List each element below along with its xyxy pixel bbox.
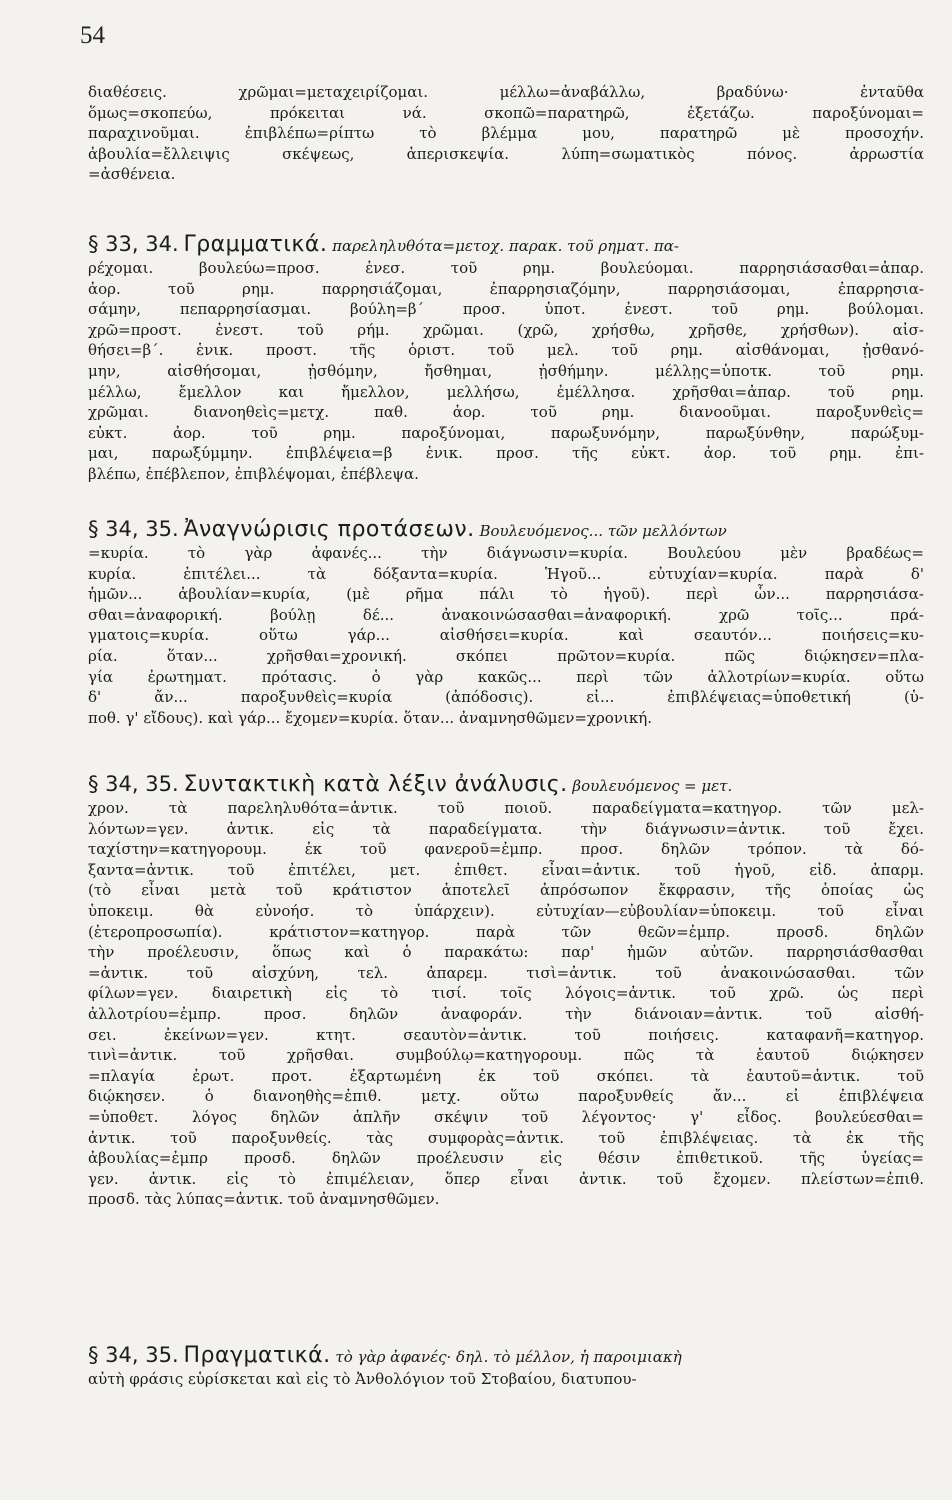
text-line: ἀντικ. τοῦ παροξυνθείς. τὰς συμφορὰς=ἀντικ. τοῦ ἐπιβλέψειας. τὰ ἐκ τῆς — [88, 1128, 924, 1147]
text-line: τὴν προέλευσιν, ὅπως καὶ ὁ παρακάτω: παρ' ἡμῶν αὐτῶν. παρρησιάσθασθαι — [88, 943, 924, 962]
section-title: Συντακτικὴ κατὰ λέξιν ἀνάλυσις. — [183, 772, 568, 797]
text-line: προσδ. τὰς λύπας=ἀντικ. τοῦ ἀναμνησθῶμεν. — [88, 1190, 440, 1209]
text-line: σθαι=ἀναφορική. βούλῃ δέ... ἀνακοινώσασθαι=ἀναφορική. χρῶ τοῖς... πρά- — [88, 605, 924, 624]
section-number: § 33, 34. — [88, 232, 179, 256]
text-line: =ἀσθένεια. — [88, 165, 176, 184]
text-line: τινὶ=ἀντικ. τοῦ χρῆσθαι. συμβούλῳ=κατηγορουμ. πῶς τὰ ἑαυτοῦ διῴκησεν — [88, 1046, 924, 1065]
section-title: Ἀναγνώρισις προτάσεων. — [183, 517, 475, 542]
text-line: ποθ. γ' εἴδους). καὶ γάρ... ἔχομεν=κυρία. ὅταν... ἀναμνησθῶμεν=χρονική. — [88, 708, 652, 727]
text-line: ἀβουλίας=ἐμπρ προσδ. δηλῶν προέλευσιν εἰς θέσιν ἐπιθετικοῦ. τῆς ὑγείας= — [88, 1149, 924, 1168]
text-line: χρῶμαι. διανοηθεὶς=μετχ. παθ. ἀορ. τοῦ ρημ. διανοοῦμαι. παροξυνθεὶς= — [88, 403, 924, 422]
text-line: =ἀντικ. τοῦ αἰσχύνη, τελ. ἀπαρεμ. τισὶ=ἀντικ. τοῦ ἀνακοινώσασθαι. τῶν — [88, 963, 924, 982]
text-line: διῴκησεν. ὁ διανοηθὴς=ἐπιθ. μετχ. οὕτω παροξυνθείς ἄν... εἰ ἐπιβλέψεια — [88, 1087, 924, 1106]
text-line: =ὑποθετ. λόγος δηλῶν ἁπλῆν σκέψιν τοῦ λέγοντος· γ' εἶδος. βουλεύεσθαι= — [88, 1107, 924, 1126]
text-line: παραχινοῦμαι. ἐπιβλέπω=ρίπτω τὸ βλέμμα μου, παρατηρῶ μὲ προσοχήν. — [88, 124, 924, 143]
text-line: μην, αἰσθήσομαι, ᾐσθόμην, ἤσθημαι, ᾐσθήμην. μέλλῃς=ὑποτκ. τοῦ ρημ. — [88, 361, 924, 380]
text-line: ρέχομαι. βουλεύω=προσ. ἐνεσ. τοῦ ρημ. βουλεύομαι. παρρησιάσασθαι=ἀπαρ. — [88, 259, 924, 277]
section-number: § 34, 35. — [88, 772, 179, 796]
text-line: λόντων=γεν. ἀντικ. εἰς τὰ παραδείγματα. τὴν διάγνωσιν=ἀντικ. τοῦ ἔχει. — [88, 819, 924, 838]
intro-paragraph — [88, 82, 924, 185]
text-line: ὑποκειμ. θὰ εὐνοήσ. τὸ ὑπάρχειν). εὐτυχίαν—εὐβουλίαν=ὑποκειμ. τοῦ εἶναι — [88, 901, 924, 920]
text-line: διαθέσεις. χρῶμαι=μεταχειρίζομαι. μέλλω=ἀναβάλλω, βραδύνω· ἐνταῦθα — [88, 83, 924, 101]
text-line: ἡμῶν... ἀβουλίαν=κυρία, (μὲ ρῆμα πάλι τὸ ἡγοῦ). περὶ ὧν... παρρησιάσα- — [88, 585, 924, 604]
section-first-line: βουλευόμενος = μετ. — [572, 777, 733, 795]
section-grammar-body — [88, 258, 924, 485]
text-line: ταχίστην=κατηγορουμ. ἐκ τοῦ φανεροῦ=ἐμπρ. προσ. δηλῶν τρόπον. τὰ δό- — [88, 840, 924, 859]
page-number: 54 — [80, 22, 105, 49]
section-realia-heading — [88, 1343, 924, 1369]
text-line: (τὸ εἶναι μετὰ τοῦ κράτιστον ἀποτελεῖ ἀπρόσωπον ἔκφρασιν, τῆς ὁποίας ὡς — [88, 881, 924, 900]
text-line: γεν. ἀντικ. εἰς τὸ ἐπιμέλειαν, ὅπερ εἶναι ἀντικ. τοῦ ἔχομεν. πλείστων=ἐπιθ. — [88, 1169, 924, 1188]
text-line: μέλλω, ἔμελλον και ἤμελλον, μελλήσω, ἐμέλλησα. χρῆσθαι=ἀπαρ. τοῦ ρημ. — [88, 382, 924, 401]
text-line: φίλων=γεν. διαιρετικὴ εἰς τὸ τισί. τοῖς λόγοις=ἀντικ. τοῦ χρῶ. ὡς περὶ — [88, 984, 924, 1003]
text-line: σει. ἐκείνων=γεν. κτητ. σεαυτὸν=ἀντικ. τοῦ ποιήσεις. καταφανῆ=κατηγορ. — [88, 1025, 924, 1044]
text-line: ὅμως=σκοπεύω, πρόκειται νά. σκοπῶ=παρατηρῶ, ἐξετάζω. παροξύνομαι= — [88, 103, 924, 122]
section-first-line: Βουλευόμενος... τῶν μελλόντων — [479, 522, 727, 540]
text-line: ἀβουλία=ἔλλειψις σκέψεως, ἀπερισκεψία. λύπη=σωματικὸς πόνος. ἀρρωστία — [88, 144, 924, 163]
text-line: (ἑτεροπροσωπία). κράτιστον=κατηγορ. παρὰ τῶν θεῶν=ἐμπρ. προσδ. δηλῶν — [88, 922, 924, 941]
text-line: =πλαγία ἐρωτ. προτ. ἐξαρτωμένη ἐκ τοῦ σκόπει. τὰ ἑαυτοῦ=ἀντικ. τοῦ — [88, 1066, 924, 1085]
text-line: ρία. ὅταν... χρῆσθαι=χρονική. σκόπει πρῶτον=κυρία. πῶς διῴκησεν=πλα- — [88, 646, 924, 665]
section-grammar-heading — [88, 232, 924, 258]
text-line: =κυρία. τὸ γὰρ ἀφανές... τὴν διάγνωσιν=κυρία. Βουλεύου μὲν βραδέως= — [88, 544, 924, 562]
text-line: χρῶ=προστ. ἐνεστ. τοῦ ρήμ. χρῶμαι. (χρῶ, χρήσθω, χρῆσθε, χρήσθων). αἰσ- — [88, 320, 924, 339]
text-line: βλέπω, ἐπέβλεπον, ἐπιβλέψομαι, ἐπέβλεψα. — [88, 464, 419, 483]
text-line: γματοις=κυρία. οὕτω γάρ... αἰσθήσει=κυρία. καὶ σεαυτόν... ποιήσεις=κυ- — [88, 626, 924, 645]
text-line: αὐτὴ φράσις εὑρίσκεται καὶ εἰς τὸ Ἀνθολόγιον τοῦ Στοβαίου, διατυπου- — [88, 1370, 637, 1388]
section-syntax-body — [88, 798, 924, 1210]
section-recognition-heading — [88, 517, 924, 543]
text-line: χρον. τὰ παρεληλυθότα=ἀντικ. τοῦ ποιοῦ. παραδείγματα=κατηγορ. τῶν μελ- — [88, 799, 924, 817]
text-line: δ' ἄν... παροξυνθεὶς=κυρία (ἀπόδοσις). εἰ... ἐπιβλέψειας=ὑποθετική (ὑ- — [88, 688, 924, 707]
section-syntax-heading — [88, 772, 924, 798]
text-line: κυρία. ἐπιτέλει... τὰ δόξαντα=κυρία. Ἡγοῦ... εὐτυχίαν=κυρία. παρὰ δ' — [88, 564, 924, 583]
text-line: γία ἐρωτηματ. πρότασις. ὁ γὰρ κακῶς... περὶ τῶν ἀλλοτρίων=κυρία. οὕτω — [88, 667, 924, 686]
text-line: ἀλλοτρίου=ἐμπρ. προσ. δηλῶν ἀναφοράν. τὴν διάνοιαν=ἀντικ. τοῦ αἰσθή- — [88, 1004, 924, 1023]
section-number: § 34, 35. — [88, 517, 179, 541]
text-line: εὐκτ. ἀορ. τοῦ ρημ. παροξύνομαι, παρωξυνόμην, παρωξύνθην, παρώξυμ- — [88, 423, 924, 442]
section-recognition-body — [88, 543, 924, 728]
text-line: θήσει=β΄. ἑνικ. προστ. τῆς ὁριστ. τοῦ μελ. τοῦ ρημ. αἰσθάνομαι, ᾐσθανό- — [88, 341, 924, 360]
section-number: § 34, 35. — [88, 1343, 179, 1367]
text-line: ξαντα=ἀντικ. τοῦ ἐπιτέλει, μετ. ἐπιθετ. εἶναι=ἀντικ. τοῦ ἡγοῦ, εἰδ. ἀπαρμ. — [88, 860, 924, 879]
section-first-line: παρεληλυθότα=μετοχ. παρακ. τοῦ ρηματ. πα- — [332, 237, 679, 255]
text-line: σάμην, πεπαρρησίασμαι. βούλη=β΄ προσ. ὑποτ. ἐνεστ. τοῦ ρημ. βούλομαι. — [88, 300, 924, 319]
section-title: Πραγματικά. — [183, 1343, 331, 1368]
section-realia-body — [88, 1369, 924, 1390]
text-line: μαι, παρωξύμμην. ἐπιβλέψεια=β ἑνικ. προσ. τῆς εὐκτ. ἀορ. τοῦ ρημ. ἐπι- — [88, 444, 924, 463]
section-first-line: τὸ γὰρ ἀφανές· δηλ. τὸ μέλλον, ἡ παροιμιακὴ — [335, 1348, 682, 1366]
section-title: Γραμματικά. — [183, 232, 328, 257]
text-line: ἀορ. τοῦ ρημ. παρρησιάζομαι, ἐπαρρησιαζόμην, παρρησιάσομαι, ἐπαρρησια- — [88, 279, 924, 298]
